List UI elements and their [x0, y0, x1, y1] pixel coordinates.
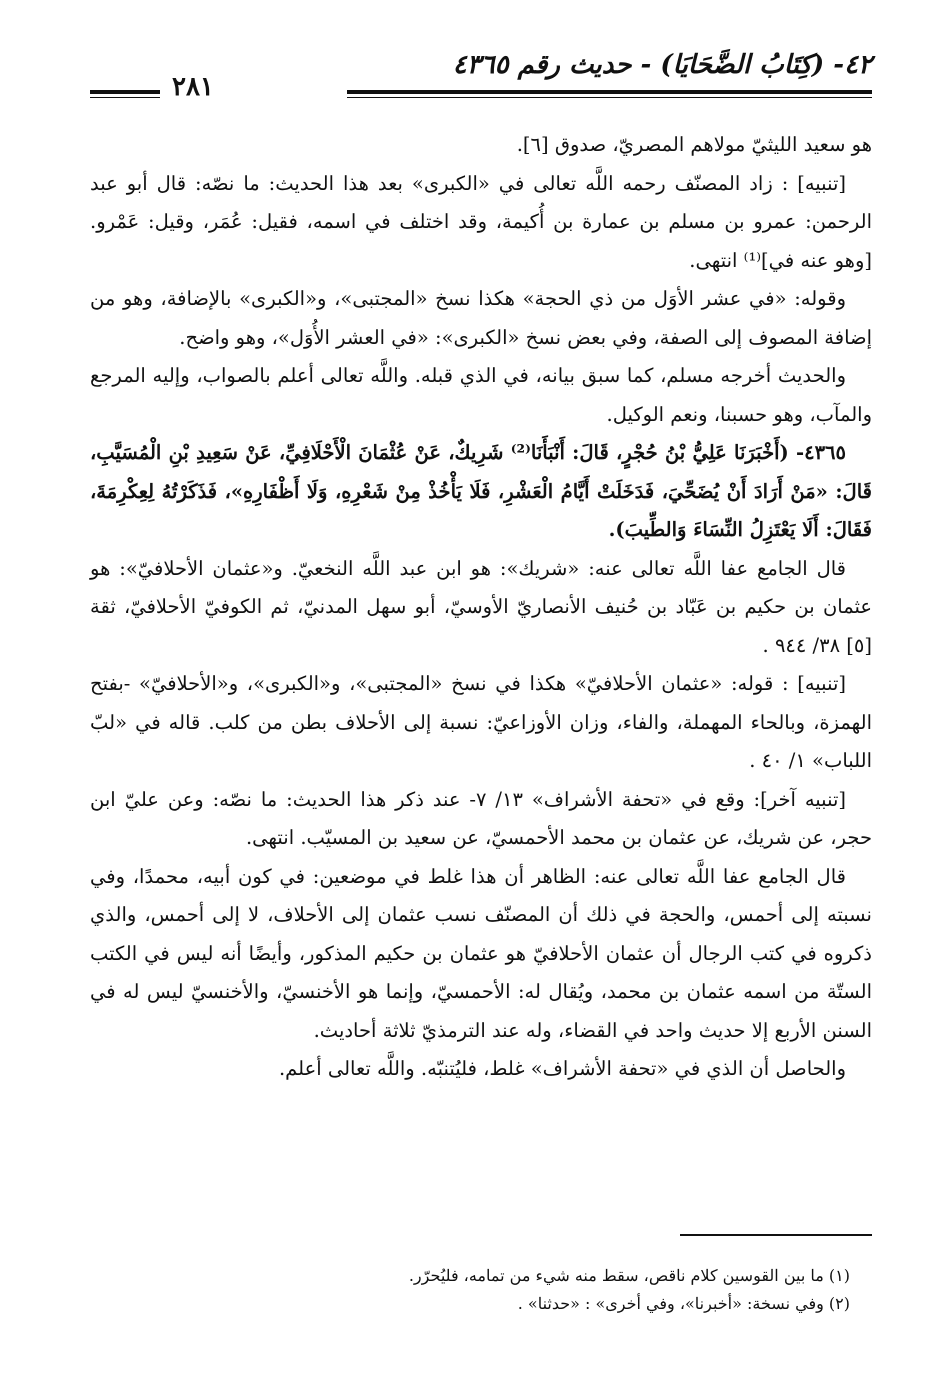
paragraph-qawluhu: وقوله: «في عشر الأوَل من ذي الحجة» هكذا نسخ «المجتبى»، و«الكبرى» بالإضافة، وهو من إضافة المصوف إلى الصفة، وفي بعض نسخ «الكبرى»: «في العشر الأُوَل»، وهو واضح. — [90, 287, 872, 349]
paragraph-jami-ghalat: قال الجامع عفا اللَّه تعالى عنه: الظاهر أن هذا غلط في موضعين: في كون أبيه، محمدًا، وفي نسبته إلى أحمس، والحجة في ذلك أن المصنّف نسب عثمان إلى الأحلاف، لا إلى أحمس، والذي ذكروه في كتب الرجال أن عثمان الأحلافيّ هو عثمان بن حكيم المذكور، وأيضًا أنه ليس في الكتب الستّة من اسمه عثمان بن محمد، ويُقال له: الأحمسيّ، وإنما هو الأخنسيّ، والأخنسيّ ليس له في السنن الأربع إلا حديث واحد في القضاء، وله عند الترمذيّ ثلاثة أحاديث. — [90, 864, 872, 1042]
header-rule — [347, 90, 872, 94]
footnotes — [90, 1262, 872, 1318]
paragraph-conclusion: والحاصل أن الذي في «تحفة الأشراف» غلط، فليُتنبّه. واللَّه تعالى أعلم. — [278, 1057, 846, 1080]
footnote-2: (٢) وفي نسخة: «أخبرنا»، وفي أخرى» : «حدثنا» . — [517, 1294, 850, 1313]
footnote-1: (١) ما بين القوسين كلام ناقص، سقط منه شيء من تمامه، فليُحرّر. — [408, 1266, 850, 1285]
paragraph-tanbih: [تنبيه] : قوله: «عثمان الأحلافيّ» هكذا في نسخ «المجتبى»، و«الكبرى»، و«الأحلافيّ» -بفتح الهمزة، وبالحاء المهملة، والفاء، وزان الأوزاعيّ: نسبة إلى الأحلاف بطن من كلب. قاله في «لبّ اللباب» ١/ ٤٠ . — [90, 672, 872, 772]
footnote-divider — [680, 1234, 872, 1236]
page-number: ٢٨١ — [172, 72, 214, 102]
header-rule-thin — [347, 97, 872, 98]
running-title: ٤٢- (كِتَابُ الضَّحَايَا) - حديث رقم ٤٣٦٥ — [452, 50, 872, 80]
header-rule-short — [90, 90, 160, 94]
paragraph-note-kubra: [تنبيه] : زاد المصنّف رحمه اللَّه تعالى في «الكبرى» بعد هذا الحديث: ما نصّه: قال أبو عبد الرحمن: عمرو بن مسلم بن عمارة بن أُكيمة، وقد اختلف في اسمه، فقيل: عُمَر، وقيل: عَمْرو. [وهو عنه في]⁽¹⁾ انتهى. — [90, 171, 872, 272]
paragraph-jami-sharik: قال الجامع عفا اللَّه تعالى عنه: «شريك»: هو ابن عبد اللَّه النخعيّ. و«عثمان الأحلافيّ»: هو عثمان بن حكيم بن عَبّاد بن حُنيف الأنصاريّ الأوسيّ، أبو سهل المدنيّ، ثم الكوفيّ الأحلافيّ، ثقة [٥] ٣٨/ ٩٤٤ . — [90, 556, 872, 657]
hadith-4365: ٤٣٦٥- (أَخْبَرَنَا عَلِيُّ بْنُ حُجْرٍ، قَالَ: أَنْبَأَنَا⁽²⁾ شَرِيكٌ، عَنْ عُثْمَانَ الْأَحْلَافِيِّ، عَنْ سَعِيدِ بْنِ الْمُسَيَّبِ، قَالَ: «مَنْ أَرَادَ أَنْ يُضَحِّيَ، فَدَخَلَتْ أَيَّامُ الْعَشْرِ، فَلَا يَأْخُذْ مِنْ شَعْرِهِ، وَلَا أَظْفَارِهِ»، فَذَكَرْتُهُ لِعِكْرِمَةَ، فَقَالَ: أَلَا يَعْتَزِلُ النِّسَاءَ وَالطِّيبَ). — [90, 441, 872, 541]
paragraph-tanbih-akhar: [تنبيه آخر]: وقع في «تحفة الأشراف» ١٣/ ٧- عند ذكر هذا الحديث: ما نصّه: وعن عليّ ابن حجر، عن شريك، عن عثمان بن محمد الأحمسيّ، عن سعيد بن المسيّب. انتهى. — [90, 787, 872, 849]
header-rule-short-thin — [90, 97, 160, 98]
paragraph-takhrij: والحديث أخرجه مسلم، كما سبق بيانه، في الذي قبله. واللَّه تعالى أعلم بالصواب، وإليه المرجع والمآب، وهو حسبنا، ونعم الوكيل. — [90, 364, 872, 426]
paragraph-narrator: هو سعيد الليثيّ مولاهم المصريّ، صدوق [٦]. — [516, 133, 872, 156]
main-text — [90, 126, 872, 1089]
page-header — [90, 50, 872, 110]
